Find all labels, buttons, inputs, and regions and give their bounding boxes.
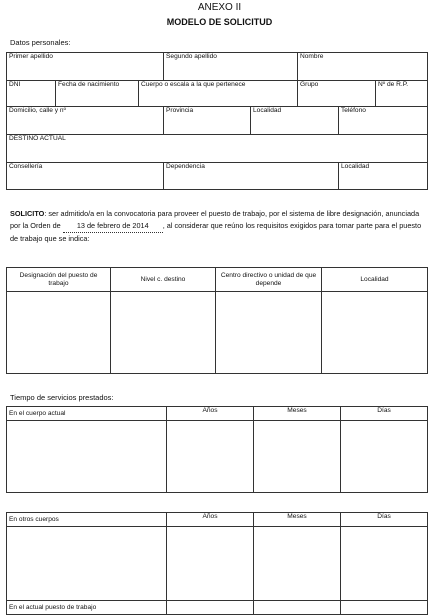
grupo-cell[interactable] bbox=[298, 81, 376, 107]
nrp-cell[interactable] bbox=[376, 81, 428, 107]
nivel-input[interactable] bbox=[111, 292, 216, 374]
localidad2-label: Localidad bbox=[341, 163, 370, 170]
puesto-table bbox=[6, 267, 428, 374]
telefono-label: Teléfono bbox=[341, 107, 366, 114]
destino-actual-label: DESTINO ACTUAL bbox=[9, 135, 66, 142]
cuerpo-actual-label: En el cuerpo actual bbox=[7, 407, 167, 421]
provincia-label: Provincia bbox=[166, 107, 194, 114]
provincia-cell[interactable] bbox=[164, 107, 251, 135]
dias-input-2[interactable] bbox=[341, 527, 428, 601]
otros-cuerpos-input[interactable] bbox=[7, 527, 167, 601]
dias-input-3[interactable] bbox=[341, 601, 428, 615]
anos-input-3[interactable] bbox=[167, 601, 254, 615]
meses-input-2[interactable] bbox=[254, 527, 341, 601]
anos-header-1: Años bbox=[167, 407, 254, 421]
localidad-header: Localidad bbox=[322, 268, 428, 292]
annex-label: ANEXO II bbox=[197, 2, 242, 13]
nrp-label: Nº de R.P. bbox=[378, 81, 409, 88]
cuerpo-actual-input[interactable] bbox=[7, 421, 167, 493]
servicios-label: Tiempo de servicios prestados: bbox=[10, 393, 114, 402]
solicito-text-1: : ser admitido/a en la convocatoria para proveer el puesto de trabajo, por el sistema de libre designación, anunciada por la Orden de bbox=[10, 209, 420, 230]
dni-cell[interactable] bbox=[7, 81, 56, 107]
segundo-apellido-cell[interactable] bbox=[164, 53, 298, 81]
puesto-actual-label: En el actual puesto de trabajo bbox=[7, 601, 167, 615]
designacion-header: Designación del puesto de trabajo bbox=[7, 268, 111, 292]
dni-label: DNI bbox=[9, 81, 21, 88]
meses-input-3[interactable] bbox=[254, 601, 341, 615]
cuerpo-cell[interactable] bbox=[139, 81, 298, 107]
address-table bbox=[6, 106, 428, 135]
anos-input-2[interactable] bbox=[167, 527, 254, 601]
dependencia-cell[interactable] bbox=[164, 163, 339, 190]
dependencia-label: Dependencia bbox=[166, 163, 205, 170]
grupo-label: Grupo bbox=[300, 81, 319, 88]
centro-header: Centro directivo o unidad de que depende bbox=[216, 268, 322, 292]
conselleria-label: Consellería bbox=[9, 163, 43, 170]
anos-header-2: Años bbox=[167, 513, 254, 527]
cuerpo-actual-table bbox=[6, 406, 428, 493]
segundo-apellido-label: Segundo apellido bbox=[166, 53, 217, 60]
conselleria-cell[interactable] bbox=[7, 163, 164, 190]
fecha-nacimiento-label: Fecha de nacimiento bbox=[58, 81, 120, 88]
primer-apellido-cell[interactable] bbox=[7, 53, 164, 81]
otros-cuerpos-table bbox=[6, 512, 428, 615]
designacion-input[interactable] bbox=[7, 292, 111, 374]
fecha-nacimiento-cell[interactable] bbox=[56, 81, 139, 107]
dias-header-1: Días bbox=[341, 407, 428, 421]
localidad2-cell[interactable] bbox=[339, 163, 428, 190]
solicito-label: SOLICITO bbox=[10, 209, 45, 218]
meses-header-2: Meses bbox=[254, 513, 341, 527]
centro-input[interactable] bbox=[216, 292, 322, 374]
localidad-label: Localidad bbox=[253, 107, 282, 114]
localidad-input[interactable] bbox=[322, 292, 428, 374]
solicito-text-2: , al considerar que reúno los requisitos exigidos para tomar parte para el puesto de trabajo que se indica: bbox=[10, 221, 422, 243]
anos-input-1[interactable] bbox=[167, 421, 254, 493]
form-title: MODELO DE SOLICITUD bbox=[166, 17, 273, 27]
nivel-header: Nivel c. destino bbox=[111, 268, 216, 292]
otros-cuerpos-label: En otros cuerpos bbox=[7, 513, 167, 527]
nombre-label: Nombre bbox=[300, 53, 324, 60]
meses-header-1: Meses bbox=[254, 407, 341, 421]
telefono-cell[interactable] bbox=[339, 107, 428, 135]
dias-input-1[interactable] bbox=[341, 421, 428, 493]
domicilio-label: Domicilio, calle y nº bbox=[9, 107, 67, 114]
personal-data-table bbox=[6, 52, 428, 107]
cuerpo-label: Cuerpo o escala a la que pertenece bbox=[141, 81, 246, 88]
destino-actual-cell[interactable] bbox=[7, 135, 428, 163]
primer-apellido-label: Primer apellido bbox=[9, 53, 53, 60]
meses-input-1[interactable] bbox=[254, 421, 341, 493]
domicilio-cell[interactable] bbox=[7, 107, 164, 135]
localidad-cell[interactable] bbox=[251, 107, 339, 135]
orden-date: 13 de febrero de 2014 bbox=[63, 220, 163, 233]
dias-header-2: Días bbox=[341, 513, 428, 527]
solicito-paragraph bbox=[10, 208, 430, 245]
nombre-cell[interactable] bbox=[298, 53, 428, 81]
destino-table bbox=[6, 134, 428, 190]
personal-data-label: Datos personales: bbox=[10, 38, 71, 47]
